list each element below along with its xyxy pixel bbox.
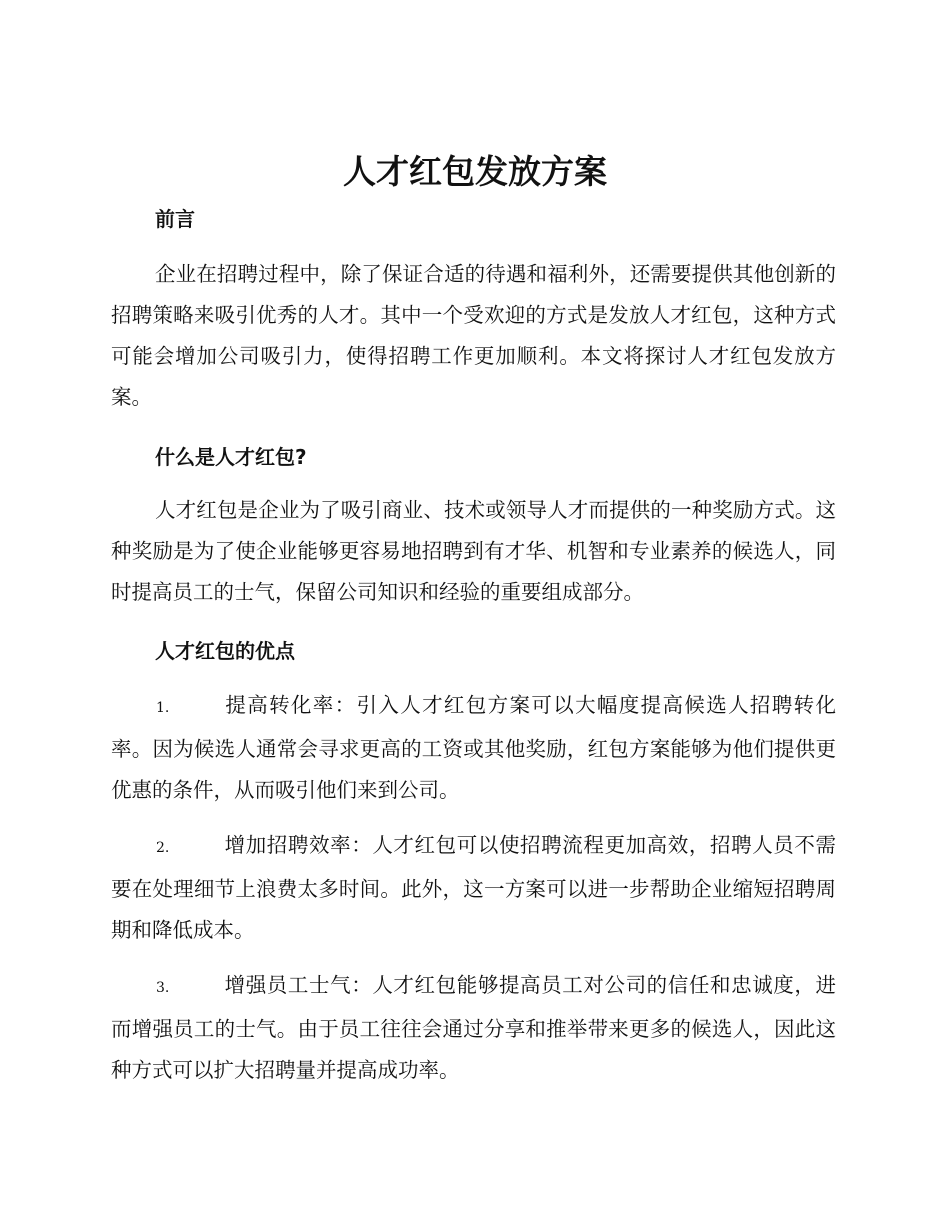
page-title: 人才红包发放方案 [343, 152, 607, 191]
list-item-number: 3. [156, 980, 170, 996]
section-paragraph-definition: 人才红包是企业为了吸引商业、技术或领导人才而提供的一种奖励方式。这种奖励是为了使企业能够更容易地招聘到有才华、机智和专业素养的候选人，同时提高员工的士气，保留公司知识和经验的重要组成部分。 [111, 498, 836, 604]
list-item-text: 增强员工士气：人才红包能够提高员工对公司的信任和忠诚度，进而增强员工的士气。由于员工往往会通过分享和推举带来更多的候选人，因此这种方式可以扩大招聘量并提高成功率。 [111, 973, 836, 1082]
section-heading-definition: 什么是人才红包? [155, 445, 307, 469]
section-heading-advantages: 人才红包的优点 [155, 639, 295, 663]
section-paragraph-preface: 企业在招聘过程中，除了保证合适的待遇和福利外，还需要提供其他创新的招聘策略来吸引优秀的人才。其中一个受欢迎的方式是发放人才红包，这种方式可能会增加公司吸引力，使得招聘工作更加顺利。本文将探讨人才红包发放方案。 [111, 262, 836, 409]
list-item-text: 提高转化率：引入人才红包方案可以大幅度提高候选人招聘转化率。因为候选人通常会寻求更高的工资或其他奖励，红包方案能够为他们提供更优惠的条件，从而吸引他们来到公司。 [111, 693, 836, 802]
list-item-number: 1. [156, 700, 170, 716]
section-heading-preface: 前言 [155, 207, 195, 231]
list-item [111, 825, 836, 951]
list-item-text: 增加招聘效率：人才红包可以使招聘流程更加高效，招聘人员不需要在处理细节上浪费太多时间。此外，这一方案可以进一步帮助企业缩短招聘周期和降低成本。 [111, 833, 836, 942]
list-item-number: 2. [156, 840, 170, 856]
list-item [111, 965, 836, 1091]
list-item [111, 685, 836, 811]
